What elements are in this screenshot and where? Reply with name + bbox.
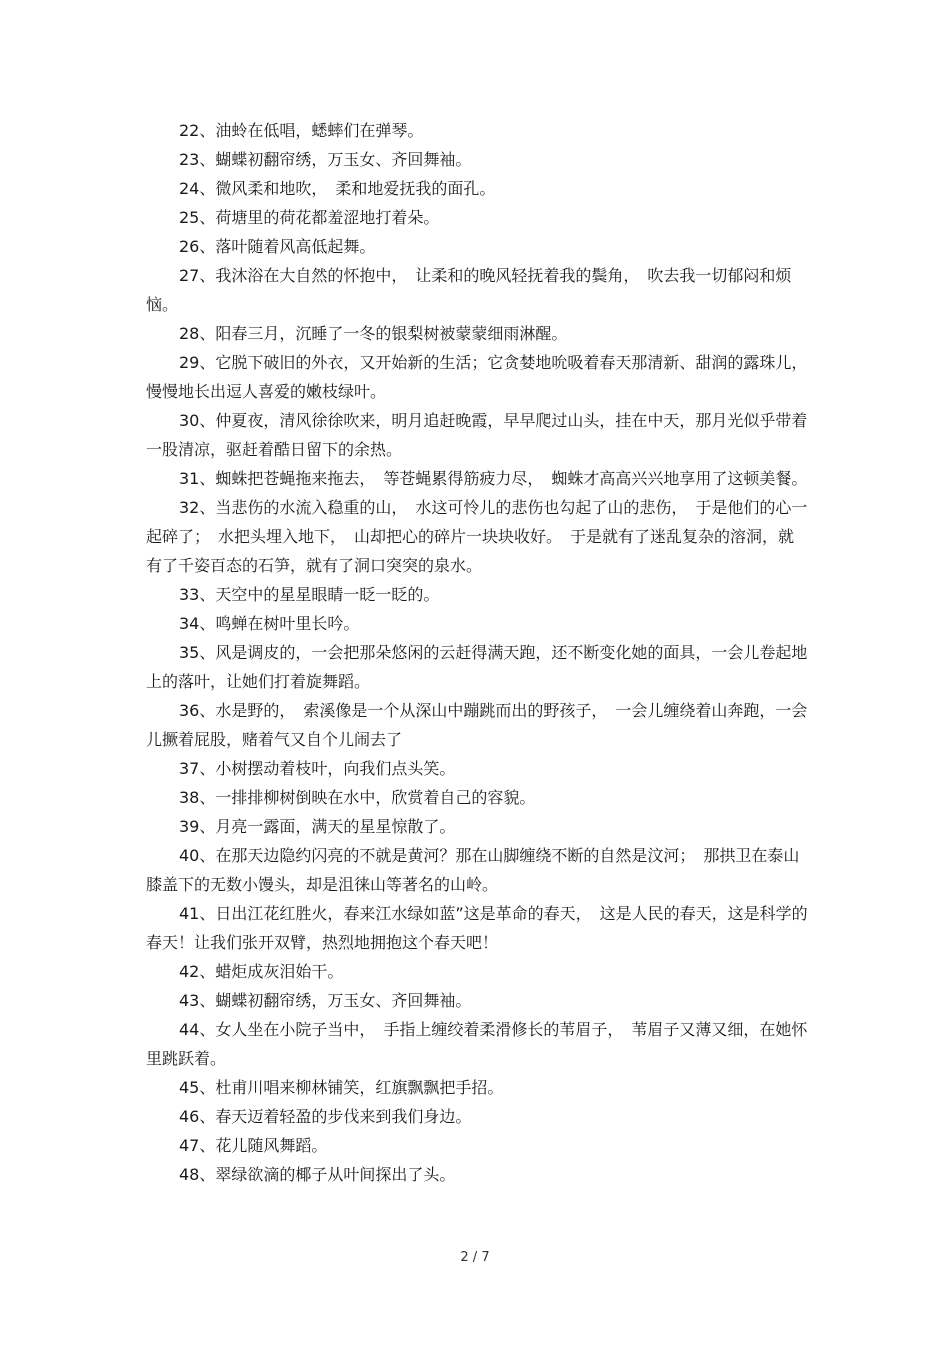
list-item: 23、蝴蝶初翻帘绣，万玉女、齐回舞袖。 [179,150,472,169]
list-item: 36、水是野的， 索溪像是一个从深山中蹦跳而出的野孩子， 一会儿缠绕着山奔跑，一会儿撅着屁股，赌着气又自个儿闹去了 [146,701,808,749]
list-item: 39、月亮一露面，满天的星星惊散了。 [179,817,456,836]
list-item: 34、鸣蝉在树叶里长吟。 [179,614,360,633]
list-item: 48、翠绿欲滴的椰子从叶间探出了头。 [179,1165,456,1184]
list-item: 38、一排排柳树倒映在水中，欣赏着自己的容貌。 [179,788,536,807]
list-item: 33、天空中的星星眼睛一眨一眨的。 [179,585,440,604]
list-item: 40、在那天边隐约闪亮的不就是黄河？那在山脚缠绕不断的自然是汶河； 那拱卫在泰山膝盖下的无数小馒头，却是沮徕山等著名的山岭。 [146,846,800,894]
list-item: 42、蜡炬成灰泪始干。 [179,962,344,981]
list-item: 32、当悲伤的水流入稳重的山， 水这可怜儿的悲伤也勾起了山的悲伤， 于是他们的心一起碎了； 水把头埋入地下， 山却把心的碎片一块块收好。 于是就有了迷乱复杂的溶洞，就有了千姿百态的石笋，就有了洞口突突的泉水。 [146,498,808,575]
list-item: 43、蝴蝶初翻帘绣，万玉女、齐回舞袖。 [179,991,472,1010]
list-item: 31、蜘蛛把苍蝇拖来拖去， 等苍蝇累得筋疲力尽， 蜘蛛才高高兴兴地享用了这顿美餐。 [179,469,808,488]
list-item: 24、微风柔和地吹， 柔和地爱抚我的面孔。 [179,179,496,198]
list-item: 28、阳春三月，沉睡了一冬的银梨树被蒙蒙细雨淋醒。 [179,324,568,343]
list-item: 46、春天迈着轻盈的步伐来到我们身边。 [179,1107,472,1126]
list-item: 37、小树摆动着枝叶，向我们点头笑。 [179,759,456,778]
page-number: 2 / 7 [460,1250,490,1265]
list-item: 35、风是调皮的，一会把那朵悠闲的云赶得满天跑，还不断变化她的面具，一会儿卷起地上的落叶，让她们打着旋舞蹈。 [146,643,808,691]
list-item: 22、油蛉在低唱，蟋蟀们在弹琴。 [179,121,424,140]
list-item: 47、花儿随风舞蹈。 [179,1136,328,1155]
list-item: 29、它脱下破旧的外衣，又开始新的生活；它贪婪地吮吸着春天那清新、甜润的露珠儿，慢慢地长出逗人喜爱的嫩枝绿叶。 [146,353,808,401]
list-item: 26、落叶随着风高低起舞。 [179,237,376,256]
list-item: 27、我沐浴在大自然的怀抱中， 让柔和的晚风轻抚着我的鬓角， 吹去我一切郁闷和烦恼。 [146,266,792,314]
list-item: 45、杜甫川唱来柳林铺笑，红旗飘飘把手招。 [179,1078,504,1097]
list-item: 25、荷塘里的荷花都羞涩地打着朵。 [179,208,440,227]
list-item: 44、女人坐在小院子当中， 手指上缠绞着柔滑修长的苇眉子， 苇眉子又薄又细，在她怀里跳跃着。 [146,1020,808,1068]
list-item: 30、仲夏夜，清风徐徐吹来，明月追赶晚霞，早早爬过山头，挂在中天，那月光似乎带着一股清凉，驱赶着酷日留下的余热。 [146,411,808,459]
sentence-list [146,116,808,1189]
list-item: 41、日出江花红胜火，春来江水绿如蓝”这是革命的春天， 这是人民的春天，这是科学的春天！让我们张开双臂，热烈地拥抱这个春天吧！ [146,904,808,952]
